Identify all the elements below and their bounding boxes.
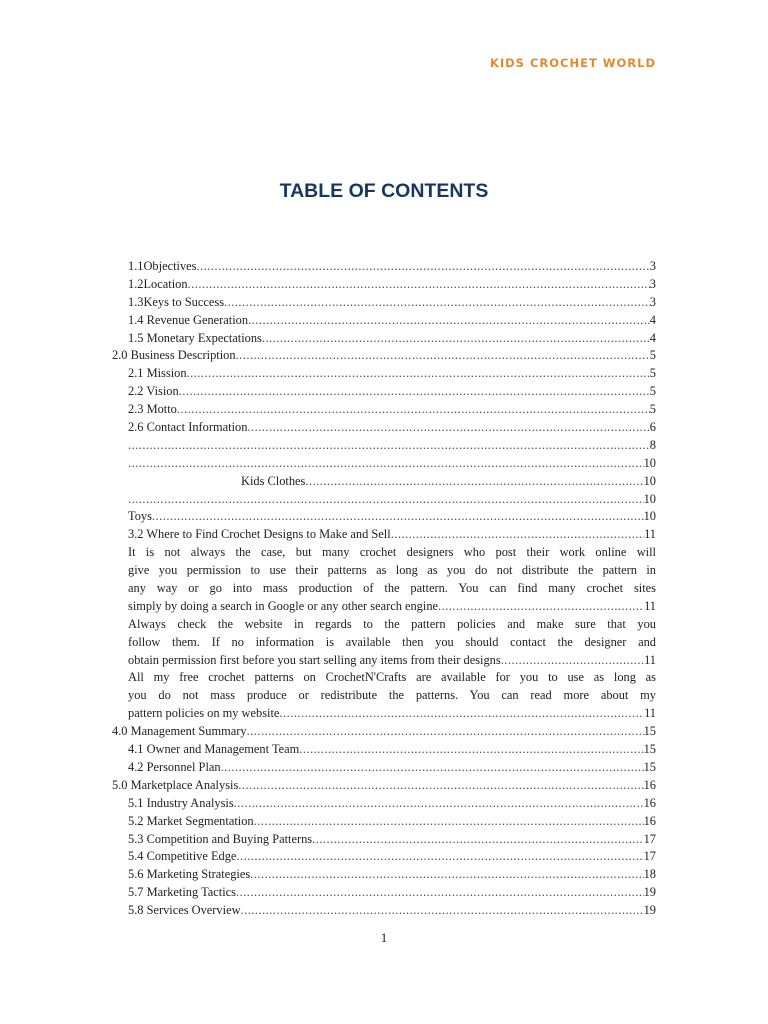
- toc-entry[interactable]: [112, 848, 656, 866]
- toc-entry[interactable]: [112, 491, 656, 509]
- toc-entry[interactable]: [112, 866, 656, 884]
- dot-leader: [196, 258, 649, 276]
- toc-entry-label: 1.2Location: [128, 276, 188, 291]
- toc-paragraph-entry[interactable]: [112, 616, 656, 670]
- paragraph-last-line: obtain permission first before you start selling any items from their designs: [128, 652, 501, 667]
- toc-entry[interactable]: [112, 884, 656, 902]
- brand-header: KIDS CROCHET WORLD: [489, 56, 656, 70]
- toc-entry-label: 2.6 Contact Information: [128, 420, 248, 435]
- toc-entry-label: 5.2 Market Segmentation: [128, 813, 254, 828]
- toc-paragraph-entry[interactable]: [112, 669, 656, 723]
- dot-leader: [152, 508, 644, 526]
- toc-entry-label: 5.1 Industry Analysis: [128, 795, 234, 810]
- dot-leader: [179, 383, 650, 401]
- toc-entry-page: 16: [643, 795, 656, 810]
- dot-leader: [248, 312, 650, 330]
- toc-entry-page: 19: [643, 903, 656, 918]
- toc-entry-page: 3: [649, 259, 656, 273]
- toc-entry[interactable]: [112, 383, 656, 401]
- toc-entry-label: 5.4 Competitive Edge: [128, 849, 237, 864]
- paragraph-line: It is not always the case, but many crochet designers who post their work online will: [128, 545, 656, 560]
- dot-leader: [299, 741, 643, 759]
- toc-entry-page: 5: [649, 402, 656, 417]
- paragraph-line: All my free crochet patterns on CrochetN'Crafts are available for you to use as long as: [128, 670, 656, 685]
- dot-leader: [128, 455, 644, 473]
- toc-entry-label: 4.2 Personnel Plan: [128, 759, 221, 774]
- dot-leader: [438, 598, 644, 616]
- toc-entry-label: 2.0 Business Description: [112, 348, 236, 363]
- toc-entry-page: 15: [643, 724, 656, 739]
- toc-entry[interactable]: [112, 365, 656, 383]
- toc-entry-label: 4.1 Owner and Management Team: [128, 742, 300, 757]
- dot-leader: [238, 777, 643, 795]
- dot-leader: [254, 813, 644, 831]
- toc-entry-page: 10: [643, 473, 656, 488]
- toc-entry[interactable]: [112, 813, 656, 831]
- toc-entry[interactable]: [112, 741, 656, 759]
- dot-leader: [221, 759, 644, 777]
- dot-leader: [188, 276, 650, 294]
- dot-leader: [224, 294, 650, 312]
- toc-entry-page: 16: [643, 777, 656, 792]
- toc-entry-page: 5: [649, 348, 656, 363]
- dot-leader: [250, 866, 643, 884]
- dot-leader: [391, 526, 644, 544]
- toc-entry-page: 6: [649, 420, 656, 435]
- paragraph-line: Always check the website in regards to the pattern policies and make sure that you: [128, 616, 656, 631]
- toc-entry-page: 3: [649, 276, 656, 291]
- dot-leader: [279, 705, 644, 723]
- table-of-contents: [112, 258, 656, 920]
- paragraph-line: any way or go into mass production of the pattern. You can find many crochet sites: [128, 581, 656, 596]
- toc-entry-page: 10: [643, 455, 656, 470]
- dot-leader: [128, 491, 644, 509]
- dot-leader: [312, 831, 643, 849]
- toc-entry-page: 19: [643, 885, 656, 900]
- toc-entry[interactable]: [112, 526, 656, 544]
- toc-entry-page: 11: [644, 527, 656, 542]
- toc-entry-page: 4: [649, 312, 656, 327]
- toc-entry-page: 18: [643, 867, 656, 882]
- toc-entry-page: 8: [649, 437, 656, 452]
- toc-entry[interactable]: [112, 455, 656, 473]
- paragraph-line: you do not mass produce or redistribute the patterns. You can read more about my: [128, 688, 656, 703]
- toc-entry[interactable]: [112, 347, 656, 365]
- toc-entry[interactable]: [112, 401, 656, 419]
- dot-leader: [247, 723, 644, 741]
- toc-entry-label: 5.8 Services Overview: [128, 903, 241, 918]
- toc-entry-page: 10: [643, 509, 656, 524]
- paragraph-last-line: simply by doing a search in Google or any other search engine: [128, 598, 439, 613]
- toc-entry[interactable]: [112, 312, 656, 330]
- dot-leader: [236, 347, 650, 365]
- dot-leader: [247, 419, 649, 437]
- toc-entry-label: 3.2 Where to Find Crochet Designs to Make and Sell: [128, 527, 391, 542]
- toc-entry-label: 5.7 Marketing Tactics: [128, 885, 236, 900]
- toc-entry-page: 5: [649, 366, 656, 381]
- toc-entry[interactable]: [112, 795, 656, 813]
- toc-paragraph-entry[interactable]: [112, 544, 656, 616]
- toc-entry-page: 3: [649, 294, 656, 309]
- toc-entry-page: 16: [643, 813, 656, 828]
- toc-entry[interactable]: [112, 831, 656, 849]
- toc-entry-label: 1.4 Revenue Generation: [128, 312, 249, 327]
- toc-entry[interactable]: [112, 437, 656, 455]
- toc-entry-label: 2.1 Mission: [128, 366, 187, 381]
- toc-entry-page: 17: [643, 849, 656, 864]
- toc-entry-page: 15: [643, 759, 656, 774]
- toc-entry-label: 1.3Keys to Success: [128, 294, 225, 309]
- dot-leader: [305, 473, 643, 491]
- toc-entry-label: 1.1Objectives: [128, 259, 197, 273]
- dot-leader: [241, 902, 644, 920]
- toc-entry-page: 4: [649, 330, 656, 345]
- toc-entry-page: 5: [649, 384, 656, 399]
- toc-entry-label: 1.5 Monetary Expectations: [128, 330, 262, 345]
- toc-entry-label: Toys: [128, 509, 152, 524]
- dot-leader: [236, 884, 644, 902]
- paragraph-line: give you permission to use their patterns as long as you do not distribute the pattern in: [128, 563, 656, 578]
- dot-leader: [234, 795, 644, 813]
- toc-entry[interactable]: [112, 508, 656, 526]
- toc-entry-label: 5.0 Marketplace Analysis: [112, 777, 239, 792]
- toc-entry-label: 5.3 Competition and Buying Patterns: [128, 831, 313, 846]
- toc-entry-page: 15: [643, 742, 656, 757]
- toc-entry-page: 17: [643, 831, 656, 846]
- toc-entry[interactable]: [112, 723, 656, 741]
- toc-entry[interactable]: [112, 777, 656, 795]
- dot-leader: [177, 401, 650, 419]
- dot-leader: [236, 848, 643, 866]
- page-title: TABLE OF CONTENTS: [279, 180, 489, 202]
- toc-entry-label: 5.6 Marketing Strategies: [128, 867, 251, 882]
- paragraph-last-line: pattern policies on my website: [128, 706, 280, 721]
- toc-entry-label: 4.0 Management Summary: [112, 724, 247, 739]
- toc-entry-label: 2.3 Motto: [128, 402, 177, 417]
- toc-entry[interactable]: [112, 258, 656, 276]
- toc-entry-label: 2.2 Vision: [128, 384, 179, 399]
- toc-entry[interactable]: [112, 276, 656, 294]
- dot-leader: [262, 330, 650, 348]
- toc-entry[interactable]: [112, 759, 656, 777]
- toc-entry[interactable]: [112, 294, 656, 312]
- dot-leader: [187, 365, 650, 383]
- toc-entry-label: Kids Clothes: [241, 473, 306, 488]
- toc-entry-page: 11: [644, 652, 656, 667]
- toc-entry-page: 11: [644, 706, 656, 721]
- toc-entry[interactable]: [112, 330, 656, 348]
- toc-entry-page: 11: [644, 598, 656, 613]
- paragraph-line: follow them. If no information is available then you should contact the designer and: [128, 634, 656, 649]
- toc-entry[interactable]: [112, 473, 656, 491]
- toc-entry-page: 10: [643, 491, 656, 506]
- toc-entry[interactable]: [112, 902, 656, 920]
- dot-leader: [501, 652, 644, 670]
- page-number: 1: [380, 930, 388, 945]
- dot-leader: [128, 437, 650, 455]
- toc-entry[interactable]: [112, 419, 656, 437]
